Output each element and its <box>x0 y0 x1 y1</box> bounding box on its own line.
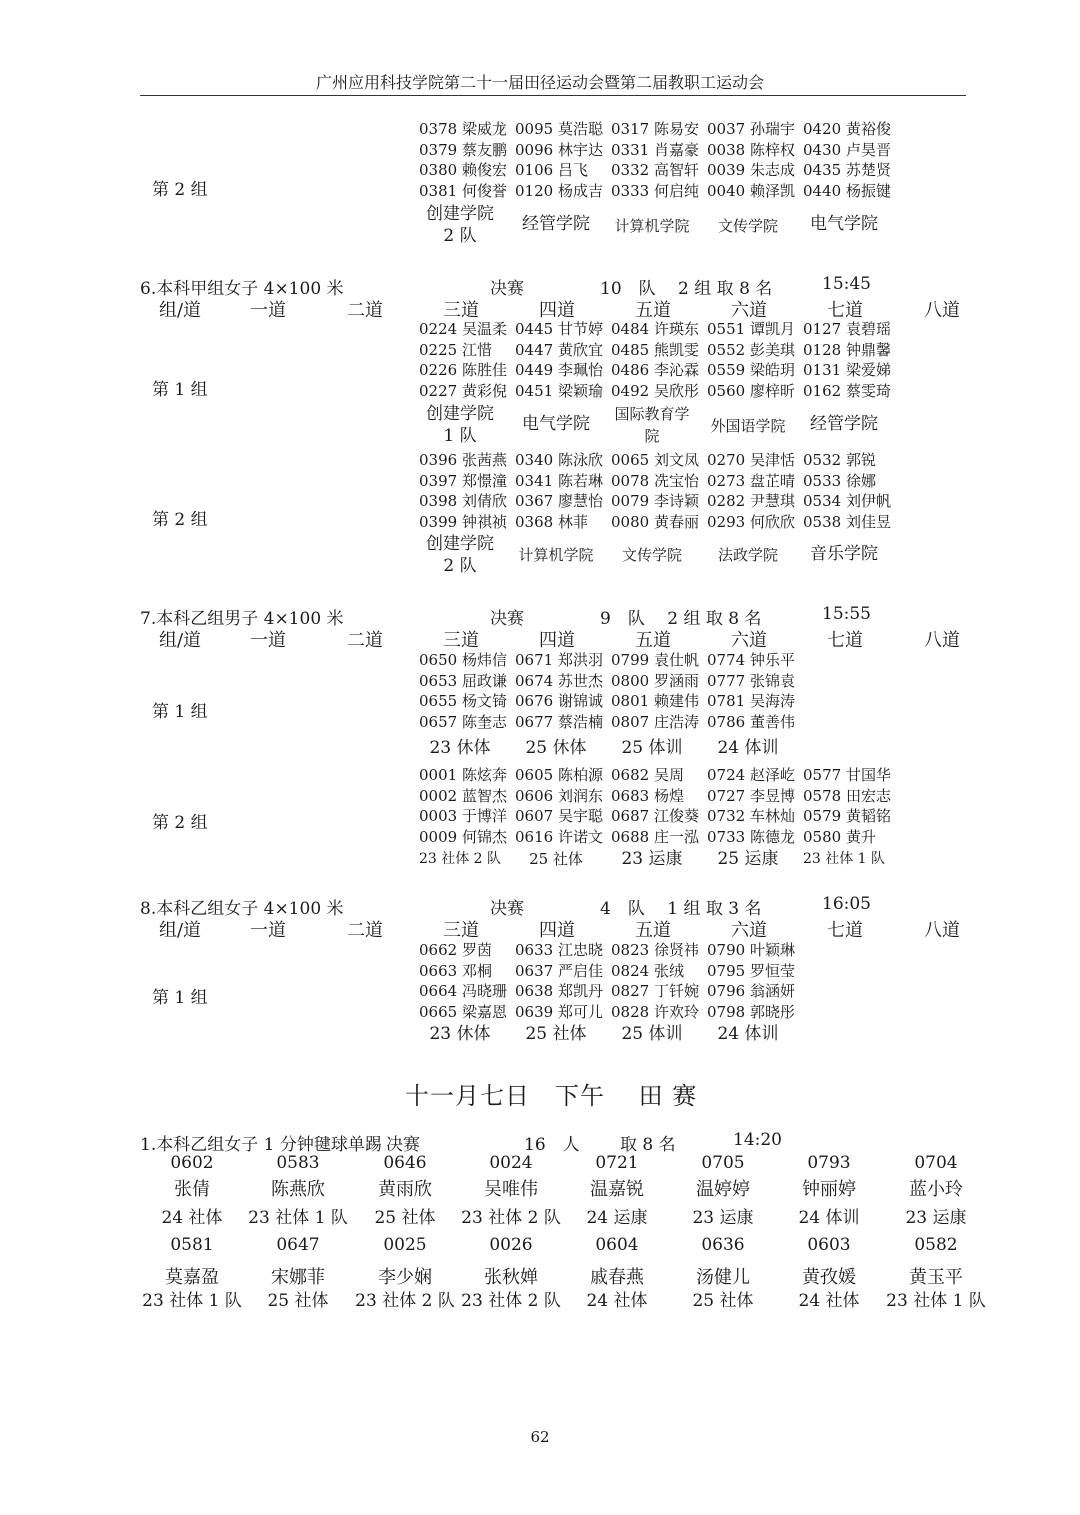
athlete-name: 宋娜菲 <box>271 1267 325 1288</box>
athlete-entry: 0637 严启佳 <box>515 961 603 980</box>
lane-header: 八道 <box>924 920 960 941</box>
team-name: 音乐学院 <box>810 544 878 564</box>
athlete-number: 0705 <box>701 1153 745 1173</box>
athlete-entry: 0440 杨振键 <box>803 181 891 200</box>
athlete-team: 23 社体 2 队 <box>461 1208 561 1228</box>
event-title: 1.本科乙组女子 1 分钟毽球单踢 <box>140 1135 382 1155</box>
athlete-entry: 0638 郑凯丹 <box>515 982 603 1000</box>
athlete-name: 温嘉锐 <box>590 1179 644 1200</box>
team-name: 法政学院 <box>717 546 778 564</box>
athlete-name: 黄孜媛 <box>802 1267 856 1288</box>
athlete-team: 23 社体 2 队 <box>461 1291 561 1311</box>
athlete-entry: 0398 刘倩欣 <box>419 492 507 510</box>
athlete-team: 25 社体 <box>692 1291 754 1311</box>
lane-header: 七道 <box>827 920 863 941</box>
event-title: 6.本科甲组女子 4×100 米 <box>140 279 344 299</box>
team-name: 创建学院 1 队 <box>426 404 494 446</box>
group-label: 第 1 组 <box>152 380 208 400</box>
athlete-entry: 0534 刘伊帆 <box>803 492 891 510</box>
athlete-entry: 0445 甘节婷 <box>515 320 603 338</box>
athlete-entry: 0341 陈若琳 <box>515 471 603 490</box>
athlete-team: 24 社体 <box>161 1208 223 1228</box>
lane-header: 五道 <box>635 920 671 941</box>
team-name: 24 体训 <box>717 738 779 758</box>
athlete-team: 23 运康 <box>692 1208 754 1228</box>
athlete-entry: 0727 李昱博 <box>707 786 795 805</box>
lane-header: 组/道 <box>158 300 202 321</box>
team-name: 25 社体 <box>525 1024 587 1044</box>
event-time: 14:20 <box>733 1130 782 1150</box>
athlete-entry: 0040 赖泽凯 <box>707 181 795 200</box>
athlete-entry: 0224 吴温柔 <box>419 320 507 338</box>
athlete-entry: 0368 林菲 <box>515 512 588 531</box>
athlete-entry: 0655 杨文锜 <box>419 692 507 710</box>
event-count: 16 人 <box>524 1135 580 1155</box>
athlete-entry: 0078 冼宝怡 <box>611 471 699 490</box>
team-name: 经管学院 <box>810 414 878 434</box>
athlete-number: 0024 <box>489 1153 533 1173</box>
athlete-team: 24 体训 <box>798 1208 860 1228</box>
athlete-name: 陈燕欣 <box>271 1179 325 1200</box>
event-round: 决赛 <box>490 279 524 299</box>
athlete-entry: 0333 何启纯 <box>611 181 699 200</box>
athlete-entry: 0633 江忠晓 <box>515 941 603 959</box>
athlete-entry: 0162 蔡雯琦 <box>803 381 891 400</box>
athlete-number: 0025 <box>383 1235 427 1255</box>
athlete-entry: 0662 罗茵 <box>419 941 492 959</box>
athlete-entry: 0317 陈易安 <box>611 120 699 138</box>
athlete-entry: 0538 刘佳昱 <box>803 512 891 531</box>
athlete-team: 23 运康 <box>905 1208 967 1228</box>
athlete-team: 23 社体 1 队 <box>142 1291 242 1311</box>
athlete-entry: 0777 张锦袁 <box>707 671 795 690</box>
athlete-entry: 0331 肖嘉豪 <box>611 140 699 159</box>
lane-header: 一道 <box>250 920 286 941</box>
lane-header: 一道 <box>250 630 286 651</box>
team-name: 计算机学院 <box>518 546 594 564</box>
athlete-entry: 0580 黄升 <box>803 827 876 846</box>
athlete-entry: 0270 吴津恬 <box>707 451 795 469</box>
lane-header: 三道 <box>443 630 479 651</box>
athlete-entry: 0639 郑可儿 <box>515 1002 603 1021</box>
athlete-entry: 0106 吕飞 <box>515 161 588 179</box>
athlete-entry: 0096 林宇达 <box>515 140 603 159</box>
team-name: 23 社体 1 队 <box>802 851 886 867</box>
team-name: 国际教育学 院 <box>614 405 690 445</box>
athlete-name: 吴唯伟 <box>484 1179 538 1200</box>
athlete-number: 0026 <box>489 1235 533 1255</box>
team-name: 25 体训 <box>621 738 683 758</box>
athlete-entry: 0799 袁仕帆 <box>611 651 699 669</box>
athlete-team: 25 社体 <box>374 1208 436 1228</box>
lane-header: 二道 <box>347 630 383 651</box>
athlete-entry: 0079 李诗颖 <box>611 492 699 510</box>
athlete-entry: 0127 袁碧瑶 <box>803 320 891 338</box>
athlete-entry: 0688 庄一泓 <box>611 827 699 846</box>
athlete-entry: 0559 梁皓玥 <box>707 361 795 379</box>
athlete-entry: 0807 庄浩涛 <box>611 712 699 731</box>
athlete-entry: 0367 廖慧怡 <box>515 492 603 510</box>
lane-header: 三道 <box>443 300 479 321</box>
lane-header: 七道 <box>827 630 863 651</box>
athlete-team: 24 社体 <box>798 1291 860 1311</box>
athlete-entry: 0733 陈德龙 <box>707 827 795 846</box>
athlete-entry: 0080 黄春丽 <box>611 512 699 531</box>
athlete-entry: 0653 屈政谦 <box>419 671 507 690</box>
athlete-entry: 0677 蔡浩楠 <box>515 712 603 731</box>
team-name: 经管学院 <box>522 214 590 234</box>
athlete-entry: 0560 廖梓昕 <box>707 381 795 400</box>
athlete-entry: 0790 叶颖琳 <box>707 941 795 959</box>
event-round: 决赛 <box>490 609 524 629</box>
athlete-entry: 0801 赖建伟 <box>611 692 699 710</box>
athlete-entry: 0273 盘芷晴 <box>707 471 795 490</box>
athlete-name: 张倩 <box>174 1179 210 1200</box>
athlete-number: 0704 <box>914 1153 958 1173</box>
athlete-number: 0647 <box>276 1235 320 1255</box>
athlete-entry: 0378 梁威龙 <box>419 120 507 138</box>
athlete-entry: 0039 朱志成 <box>707 161 795 179</box>
athlete-entry: 0486 李沁霖 <box>611 361 699 379</box>
athlete-name: 温婷婷 <box>696 1179 750 1200</box>
athlete-entry: 0665 梁嘉恩 <box>419 1002 507 1021</box>
athlete-entry: 0664 冯晓珊 <box>419 982 507 1000</box>
athlete-entry: 0003 于博洋 <box>419 807 507 825</box>
athlete-team: 23 社体 2 队 <box>355 1291 455 1311</box>
lane-header: 组/道 <box>158 630 202 651</box>
athlete-entry: 0332 高智轩 <box>611 161 699 179</box>
athlete-number: 0636 <box>701 1235 745 1255</box>
athlete-number: 0602 <box>170 1153 214 1173</box>
athlete-entry: 0724 赵泽屹 <box>707 766 795 784</box>
team-name: 文传学院 <box>717 217 778 235</box>
athlete-entry: 0657 陈奎志 <box>419 712 507 731</box>
lane-header: 八道 <box>924 630 960 651</box>
lane-header: 二道 <box>347 300 383 321</box>
athlete-entry: 0001 陈炫奔 <box>419 766 507 784</box>
athlete-team: 24 社体 <box>586 1291 648 1311</box>
lane-header: 六道 <box>731 300 767 321</box>
athlete-name: 汤健儿 <box>696 1267 750 1288</box>
athlete-entry: 0451 梁颖瑜 <box>515 381 603 400</box>
team-name: 23 休体 <box>429 1024 491 1044</box>
lane-header: 组/道 <box>158 920 202 941</box>
athlete-entry: 0435 苏楚贤 <box>803 161 891 179</box>
athlete-entry: 0037 孙瑞宇 <box>707 120 795 138</box>
athlete-entry: 0551 谭凯月 <box>707 320 795 338</box>
athlete-entry: 0002 蓝智杰 <box>419 786 507 805</box>
team-name: 25 社体 <box>529 850 583 868</box>
team-name: 创建学院 2 队 <box>426 534 494 576</box>
athlete-entry: 0009 何锦杰 <box>419 827 507 846</box>
athlete-entry: 0065 刘文凤 <box>611 451 699 469</box>
lane-header: 五道 <box>635 300 671 321</box>
team-name: 24 体训 <box>717 1024 779 1044</box>
team-name: 25 体训 <box>621 1024 683 1044</box>
athlete-entry: 0396 张茜燕 <box>419 451 507 469</box>
athlete-entry: 0732 车林灿 <box>707 807 795 825</box>
athlete-entry: 0447 黄欣宜 <box>515 340 603 359</box>
athlete-entry: 0038 陈梓权 <box>707 140 795 159</box>
athlete-entry: 0577 甘国华 <box>803 766 891 784</box>
athlete-entry: 0492 吴欣彤 <box>611 381 699 400</box>
page-header: 广州应用科技学院第二十一届田径运动会暨第二届教职工运动会 <box>315 73 764 92</box>
athlete-number: 0604 <box>595 1235 639 1255</box>
team-name: 23 社体 2 队 <box>418 851 502 867</box>
athlete-entry: 0824 张绒 <box>611 961 684 980</box>
athlete-entry: 0616 许诺文 <box>515 827 603 846</box>
group-label: 第 2 组 <box>152 510 208 530</box>
team-name: 文传学院 <box>621 546 682 564</box>
event-qualify: 取 8 名 <box>620 1135 676 1155</box>
athlete-team: 24 运康 <box>586 1208 648 1228</box>
event-info: 10 队 2 组 取 8 名 <box>600 279 773 299</box>
athlete-entry: 0532 郭锐 <box>803 451 876 469</box>
athlete-entry: 0800 罗涵雨 <box>611 671 699 690</box>
athlete-entry: 0674 苏世杰 <box>515 671 603 690</box>
athlete-number: 0581 <box>170 1235 214 1255</box>
lane-header: 四道 <box>539 630 575 651</box>
header-rule <box>140 95 966 96</box>
athlete-team: 25 社体 <box>267 1291 329 1311</box>
athlete-entry: 0796 翁涵妍 <box>707 982 795 1000</box>
athlete-entry: 0827 丁钎婉 <box>611 982 699 1000</box>
athlete-entry: 0823 徐贤祎 <box>611 941 699 959</box>
athlete-entry: 0781 吴海涛 <box>707 692 795 710</box>
athlete-entry: 0676 谢锦诚 <box>515 692 603 710</box>
athlete-entry: 0578 田宏志 <box>803 786 891 805</box>
event-round: 决赛 <box>490 899 524 919</box>
athlete-name: 戚春燕 <box>590 1267 644 1288</box>
athlete-name: 莫嘉盈 <box>165 1267 219 1288</box>
athlete-name: 蓝小玲 <box>909 1179 963 1200</box>
athlete-entry: 0420 黄裕俊 <box>803 120 891 138</box>
athlete-entry: 0682 吴周 <box>611 766 684 784</box>
group-label: 第 1 组 <box>152 988 208 1008</box>
athlete-entry: 0605 陈柏源 <box>515 766 603 784</box>
athlete-entry: 0687 江俊葵 <box>611 807 699 825</box>
team-name: 23 休体 <box>429 738 491 758</box>
lane-header: 五道 <box>635 630 671 651</box>
group-label: 第 2 组 <box>152 180 208 200</box>
team-name: 25 休体 <box>525 738 587 758</box>
section-heading: 十一月七日 下午 田 赛 <box>405 1082 698 1110</box>
athlete-entry: 0485 熊凯雯 <box>611 340 699 359</box>
athlete-entry: 0120 杨成吉 <box>515 181 603 200</box>
athlete-entry: 0293 何欣欣 <box>707 512 795 531</box>
athlete-entry: 0399 钟祺祯 <box>419 512 507 531</box>
event-time: 15:45 <box>822 274 871 294</box>
event-time: 16:05 <box>822 894 871 914</box>
event-title: 8.本科乙组女子 4×100 米 <box>140 899 344 919</box>
athlete-entry: 0533 徐娜 <box>803 471 876 490</box>
athlete-number: 0721 <box>595 1153 639 1173</box>
lane-header: 三道 <box>443 920 479 941</box>
athlete-entry: 0226 陈胜佳 <box>419 361 507 379</box>
lane-header: 六道 <box>731 920 767 941</box>
athlete-team: 23 社体 1 队 <box>248 1208 348 1228</box>
athlete-team: 23 社体 1 队 <box>886 1291 986 1311</box>
event-round: 决赛 <box>386 1135 420 1155</box>
lane-header: 四道 <box>539 920 575 941</box>
athlete-entry: 0340 陈泳欣 <box>515 451 603 469</box>
athlete-number: 0583 <box>276 1153 320 1173</box>
athlete-entry: 0225 江惜 <box>419 340 492 359</box>
athlete-entry: 0786 董善伟 <box>707 712 795 731</box>
athlete-name: 李少娴 <box>378 1267 432 1288</box>
athlete-number: 0603 <box>807 1235 851 1255</box>
event-info: 4 队 1 组 取 3 名 <box>600 899 762 919</box>
athlete-number: 0646 <box>383 1153 427 1173</box>
athlete-entry: 0449 李珮怡 <box>515 361 603 379</box>
athlete-entry: 0671 郑洪羽 <box>515 651 603 669</box>
athlete-entry: 0683 杨煌 <box>611 786 684 805</box>
athlete-entry: 0282 尹慧琪 <box>707 492 795 510</box>
event-time: 15:55 <box>822 604 871 624</box>
event-title: 7.本科乙组男子 4×100 米 <box>140 609 344 629</box>
event-info: 9 队 2 组 取 8 名 <box>600 609 762 629</box>
athlete-entry: 0795 罗恒莹 <box>707 961 795 980</box>
team-name: 电气学院 <box>522 414 590 434</box>
group-label: 第 2 组 <box>152 813 208 833</box>
athlete-name: 黄雨欣 <box>378 1179 432 1200</box>
athlete-entry: 0650 杨炜信 <box>419 651 507 669</box>
athlete-entry: 0606 刘润东 <box>515 786 603 805</box>
athlete-entry: 0227 黄彩倪 <box>419 381 507 400</box>
team-name: 计算机学院 <box>614 217 690 235</box>
lane-header: 八道 <box>924 300 960 321</box>
group-label: 第 1 组 <box>152 702 208 722</box>
athlete-entry: 0381 何俊誉 <box>419 181 507 200</box>
athlete-entry: 0579 黄韬铭 <box>803 807 891 825</box>
athlete-entry: 0397 郑憬潼 <box>419 471 507 490</box>
athlete-entry: 0484 许瑛东 <box>611 320 699 338</box>
lane-header: 四道 <box>539 300 575 321</box>
athlete-entry: 0380 赖俊宏 <box>419 161 507 179</box>
athlete-entry: 0552 彭美琪 <box>707 340 795 359</box>
athlete-name: 钟丽婷 <box>802 1179 856 1200</box>
athlete-number: 0582 <box>914 1235 958 1255</box>
athlete-name: 黄玉平 <box>909 1267 963 1288</box>
athlete-entry: 0798 郭晓彤 <box>707 1002 795 1021</box>
athlete-number: 0793 <box>807 1153 851 1173</box>
lane-header: 一道 <box>250 300 286 321</box>
athlete-entry: 0663 邓桐 <box>419 961 492 980</box>
team-name: 外国语学院 <box>710 417 786 435</box>
lane-header: 二道 <box>347 920 383 941</box>
athlete-entry: 0774 钟乐平 <box>707 651 795 669</box>
athlete-entry: 0095 莫浩聪 <box>515 120 603 138</box>
team-name: 25 运康 <box>717 849 779 869</box>
athlete-entry: 0128 钟鼎馨 <box>803 340 891 359</box>
page-number: 62 <box>530 1428 550 1446</box>
team-name: 23 运康 <box>621 849 683 869</box>
team-name: 创建学院 2 队 <box>426 204 494 246</box>
lane-header: 六道 <box>731 630 767 651</box>
athlete-entry: 0828 许欢玲 <box>611 1002 699 1021</box>
athlete-entry: 0607 吴宇聪 <box>515 807 603 825</box>
athlete-entry: 0379 蔡友鹏 <box>419 140 507 159</box>
athlete-name: 张秋婵 <box>484 1267 538 1288</box>
athlete-entry: 0430 卢昊晋 <box>803 140 891 159</box>
lane-header: 七道 <box>827 300 863 321</box>
athlete-entry: 0131 梁爱娣 <box>803 361 891 379</box>
team-name: 电气学院 <box>810 214 878 234</box>
